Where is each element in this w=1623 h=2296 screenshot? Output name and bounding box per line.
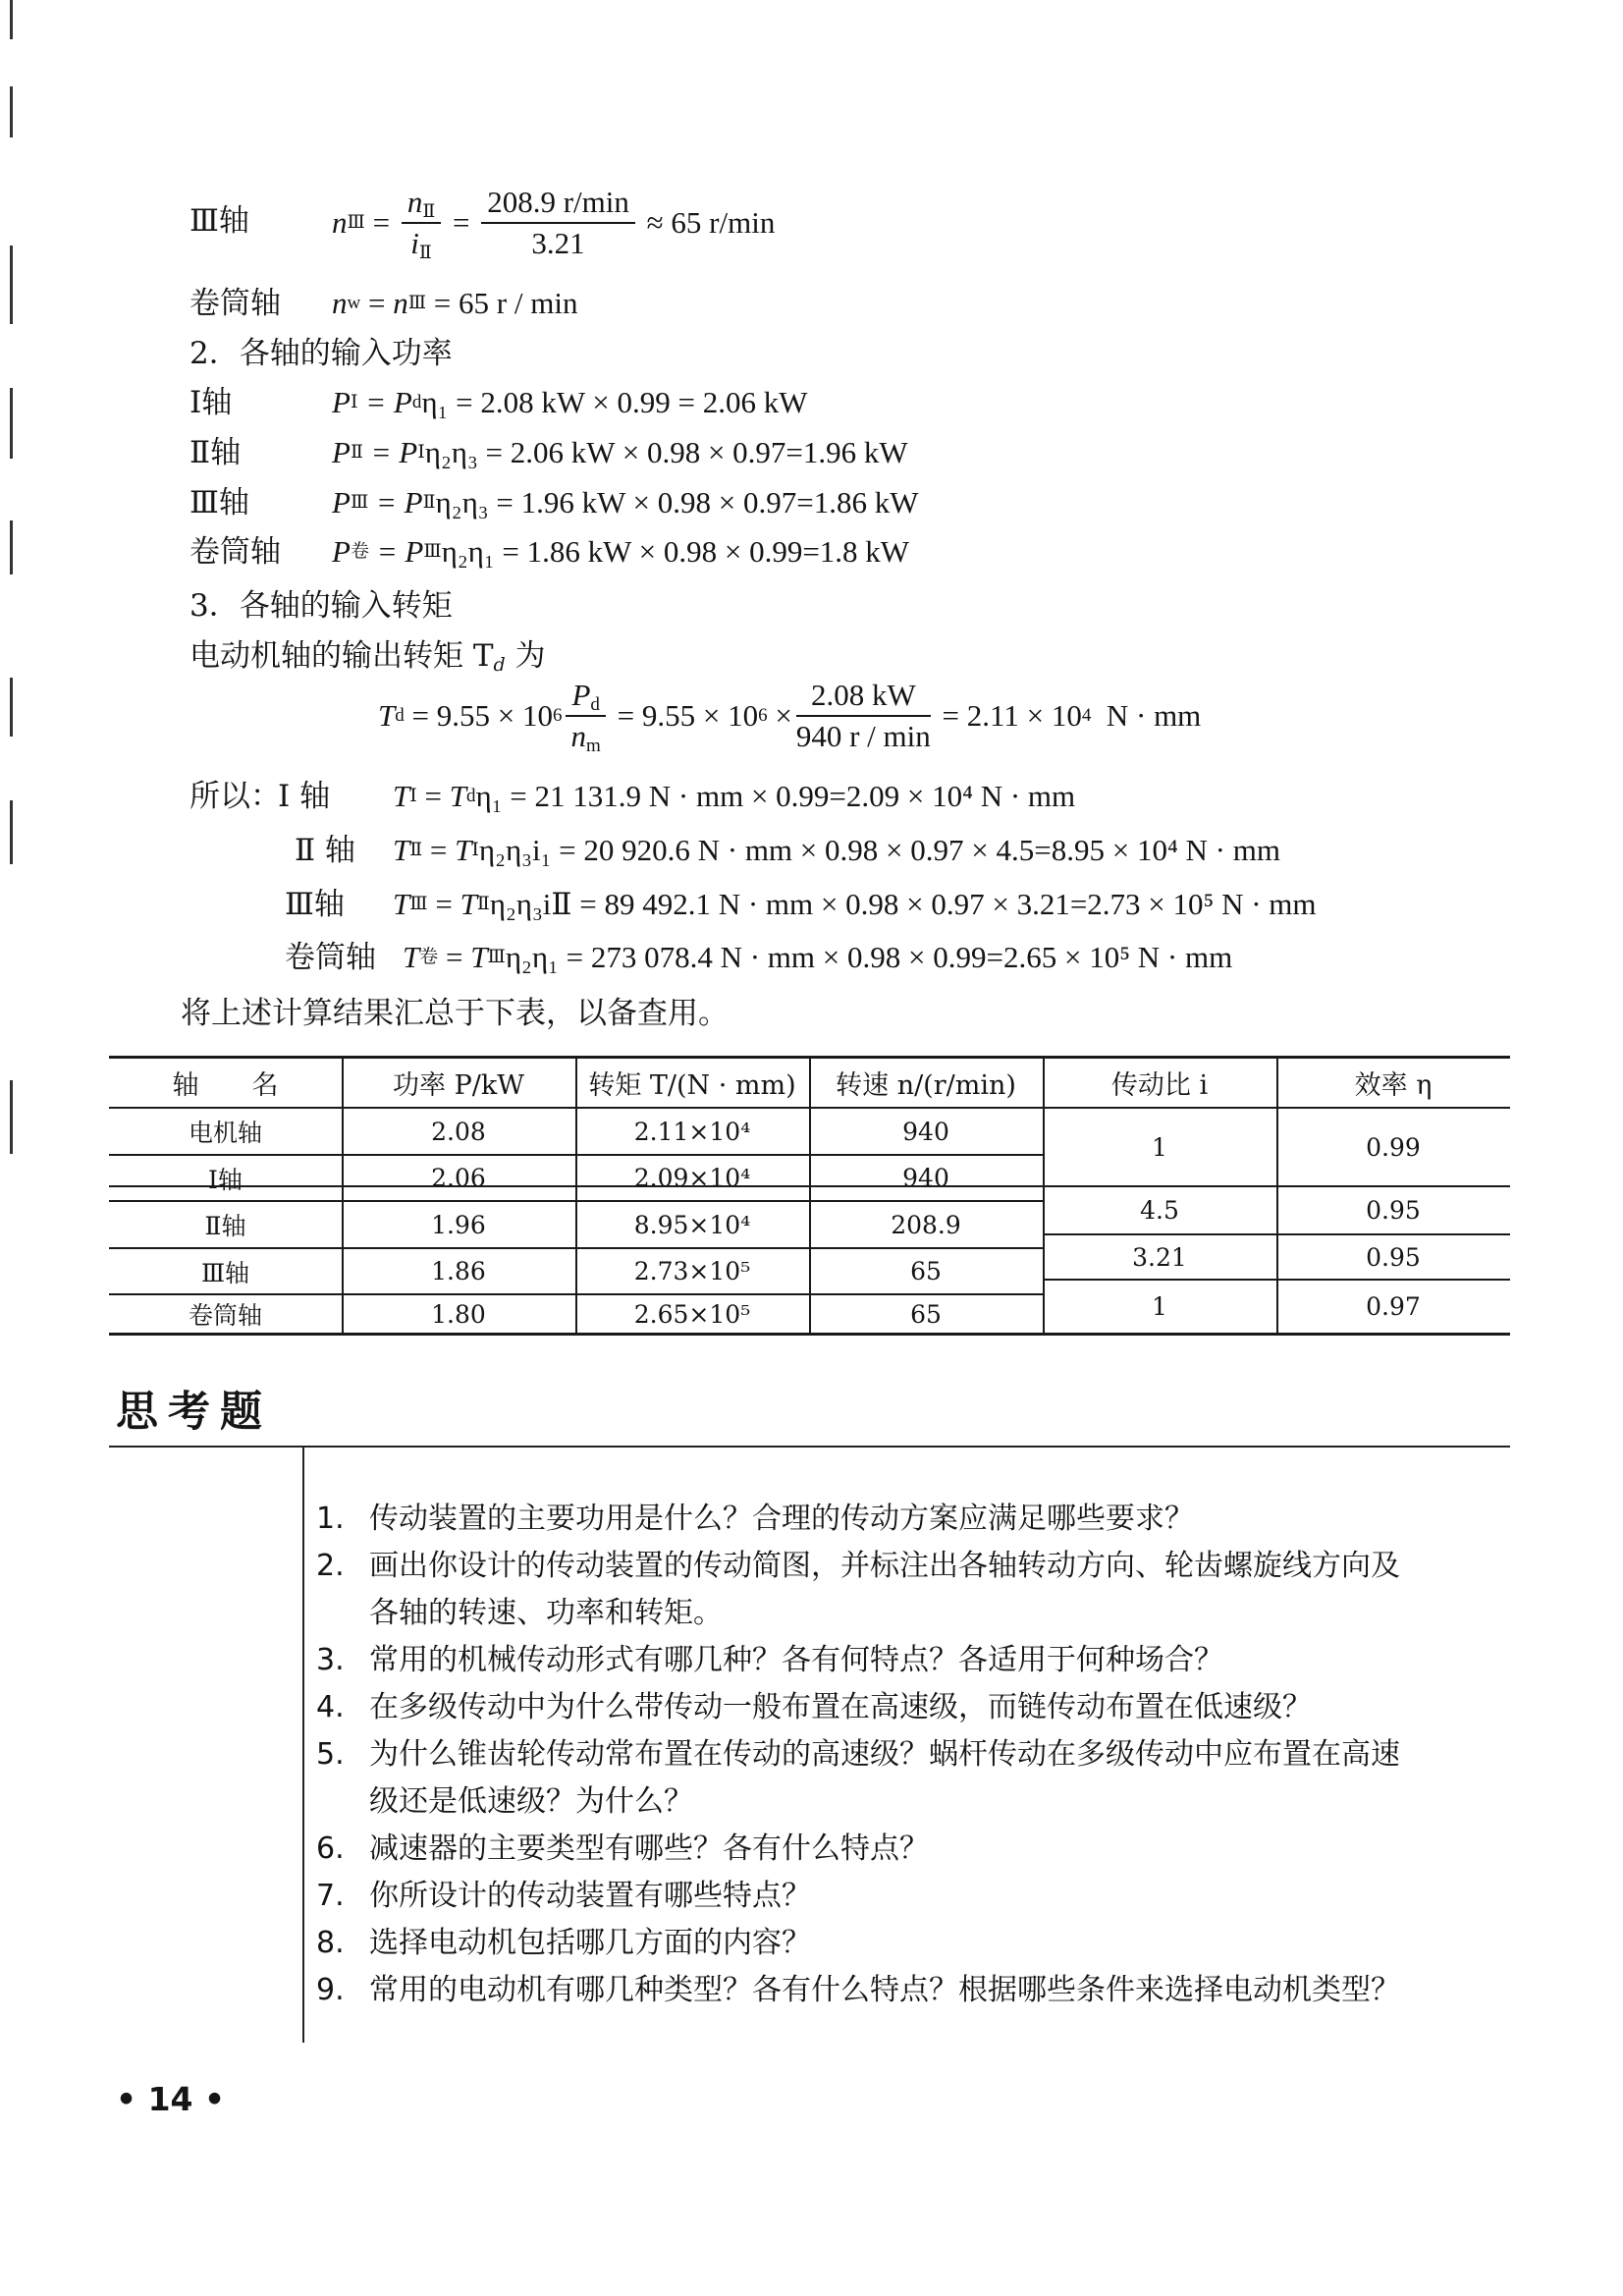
table-cell: 卷筒轴 — [188, 1301, 262, 1330]
scan-edge-mark — [10, 388, 13, 459]
power-row-label: Ⅱ轴 — [189, 435, 242, 470]
power-row-label: Ⅰ轴 — [189, 385, 233, 420]
table-cell: 1.80 — [431, 1299, 486, 1329]
table-cell: 2.09×10⁴ — [633, 1164, 751, 1192]
table-cell: Ⅱ轴 — [204, 1212, 246, 1240]
drum-speed-formula: n w = n Ⅲ = 65 r / min — [332, 286, 578, 320]
power-row-label: Ⅲ轴 — [189, 485, 249, 520]
scan-edge-mark — [10, 520, 13, 574]
torque-row-label: Ⅲ轴 — [285, 887, 345, 922]
table-ratio-cell: 4.5 — [1140, 1196, 1179, 1225]
torque-row-formula: T Ⅱ = T Ⅰ η₂η₃i₁ = 20 920.6 N · mm × 0.98 × 0.97 × 4.5=8.95 × 10⁴ N · mm — [393, 833, 1280, 867]
torque-row-formula: T Ⅲ = T Ⅱ η₂η₃iⅡ = 89 492.1 N · mm × 0.98 × 0.97 × 3.21=2.73 × 10⁵ N · mm — [393, 887, 1317, 921]
scan-edge-mark — [10, 800, 13, 864]
table-cell: Ⅲ轴 — [200, 1258, 250, 1287]
results-table — [109, 1056, 1510, 1336]
question-text: 常用的电动机有哪几种类型？各有什么特点？根据哪些条件来选择电动机类型？ — [369, 1973, 1400, 2007]
question-text: 级还是低速级？为什么？ — [369, 1784, 693, 1819]
scan-edge-mark — [10, 86, 13, 137]
question-number: 1. — [316, 1502, 345, 1536]
table-cell: 2.06 — [431, 1164, 486, 1192]
table-efficiency-cell: 0.95 — [1366, 1196, 1421, 1225]
question-number: 8. — [316, 1926, 345, 1960]
shaft3-speed-formula: n Ⅲ = $\frac{n_Ⅱ}{i_Ⅱ}$ = $\frac{208.9 r/\min}{3.21}$ ≈ 65 r/min — [332, 185, 776, 263]
table-cell: 2.73×10⁵ — [633, 1257, 751, 1285]
table-cell: 2.11×10⁴ — [633, 1117, 751, 1146]
motor-torque-formula: T d = 9.55 × 10 6 $\frac{P_d}{n_m}$ = 9.55 × 10 6 × $\frac{2.08 kW}{940 r / \min}$ = 2.11 × 10 4 N · mm — [378, 678, 1202, 756]
so-label: 所以： — [189, 779, 281, 814]
question-text: 画出你设计的传动装置的传动简图，并标注出各轴转动方向、轮齿螺旋线方向及 — [369, 1549, 1400, 1583]
questions-title: 思考题 — [116, 1388, 272, 1437]
question-number: 3. — [316, 1643, 345, 1677]
torque-row-formula: T 卷 = T Ⅲ η₂η₁ = 273 078.4 N · mm × 0.98 × 0.99=2.65 × 10⁵ N · mm — [403, 940, 1233, 974]
question-text: 为什么锥齿轮传动常布置在传动的高速级？蜗杆传动在多级传动中应布置在高速 — [369, 1737, 1400, 1772]
power-row-label: 卷筒轴 — [189, 534, 281, 570]
power-row-formula: P 卷 = P Ⅲ η₂η₁ = 1.86 kW × 0.98 × 0.99=1.8 kW — [332, 534, 910, 569]
table-ratio-cell: 1 — [1152, 1132, 1167, 1162]
question-text: 传动装置的主要功用是什么？合理的传动方案应满足哪些要求？ — [369, 1502, 1194, 1536]
question-text: 常用的机械传动形式有哪几种？各有何特点？各适用于何种场合？ — [369, 1643, 1223, 1677]
question-number: 2. — [316, 1549, 345, 1583]
question-text: 选择电动机包括哪几方面的内容？ — [369, 1926, 811, 1960]
question-text: 在多级传动中为什么带传动一般布置在高速级，而链传动布置在低速级？ — [369, 1690, 1312, 1724]
table-ratio-cell: 3.21 — [1132, 1242, 1187, 1272]
page-number: • 14 • — [116, 2080, 226, 2118]
section-heading-torque: 3．各轴的输入转矩 — [189, 588, 453, 624]
motor-torque-intro: 电动机轴的输出转矩 $T_d$ 为 — [189, 638, 546, 676]
question-number: 7. — [316, 1879, 345, 1913]
drum-speed-label: 卷筒轴 — [189, 286, 281, 321]
table-ratio-cell: 1 — [1152, 1292, 1167, 1321]
scan-edge-mark — [10, 246, 13, 324]
torque-row-label: Ⅰ 轴 — [278, 779, 331, 814]
question-text: 你所设计的传动装置有哪些特点？ — [369, 1879, 811, 1913]
question-text: 减速器的主要类型有哪些？各有什么特点？ — [369, 1831, 929, 1866]
question-number: 9. — [316, 1973, 345, 2007]
torque-row-label: 卷筒轴 — [285, 940, 376, 975]
power-row-formula: P Ⅱ = P Ⅰ η₂η₃ = 2.06 kW × 0.98 × 0.97=1.96 kW — [332, 435, 908, 469]
scan-edge-mark — [10, 0, 13, 39]
table-cell: 8.95×10⁴ — [633, 1210, 751, 1239]
table-cell: 2.65×10⁵ — [633, 1299, 751, 1329]
table-header-cell: 轴 名 — [172, 1070, 279, 1101]
questions-title-rule — [109, 1446, 1510, 1448]
question-number: 5. — [316, 1737, 345, 1772]
table-cell: 1.86 — [431, 1257, 486, 1285]
table-header-cell: 效率 η — [1354, 1070, 1433, 1101]
table-cell: Ⅰ轴 — [208, 1165, 243, 1194]
table-header-cell: 功率 P/kW — [393, 1070, 524, 1101]
table-efficiency-cell: 0.95 — [1366, 1242, 1421, 1272]
table-cell: 940 — [902, 1117, 949, 1146]
scan-edge-mark — [10, 678, 13, 737]
table-cell: 65 — [910, 1257, 942, 1285]
table-cell: 2.08 — [431, 1117, 486, 1146]
table-header-cell: 转速 n/(r/min) — [836, 1070, 1016, 1101]
table-efficiency-cell: 0.97 — [1366, 1292, 1421, 1321]
table-cell: 940 — [902, 1164, 949, 1192]
question-number: 4. — [316, 1690, 345, 1724]
questions-left-rule — [302, 1446, 304, 2043]
table-cell: 65 — [910, 1299, 942, 1329]
table-cell: 电机轴 — [188, 1119, 262, 1147]
power-row-formula: P Ⅰ = P d η₁ = 2.08 kW × 0.99 = 2.06 kW — [332, 385, 808, 419]
summary-line: 将上述计算结果汇总于下表，以备查用。 — [181, 996, 729, 1031]
section-heading-power: 2．各轴的输入功率 — [189, 336, 453, 371]
question-number: 6. — [316, 1831, 345, 1866]
torque-row-formula: T Ⅰ = T d η₁ = 21 131.9 N · mm × 0.99=2.09 × 10⁴ N · mm — [393, 779, 1076, 813]
torque-row-label: Ⅱ 轴 — [295, 833, 355, 868]
table-cell: 1.96 — [431, 1210, 486, 1239]
power-row-formula: P Ⅲ = P Ⅱ η₂η₃ = 1.96 kW × 0.98 × 0.97=1.86 kW — [332, 485, 919, 519]
scan-edge-mark — [10, 1080, 13, 1154]
shaft3-speed-label: Ⅲ轴 — [189, 203, 249, 239]
table-header-cell: 传动比 i — [1110, 1070, 1209, 1101]
question-text: 各轴的转速、功率和转矩。 — [369, 1596, 723, 1630]
table-header-cell: 转矩 T/(N · mm) — [588, 1070, 796, 1101]
table-cell: 208.9 — [891, 1210, 961, 1239]
table-efficiency-cell: 0.99 — [1366, 1132, 1421, 1162]
